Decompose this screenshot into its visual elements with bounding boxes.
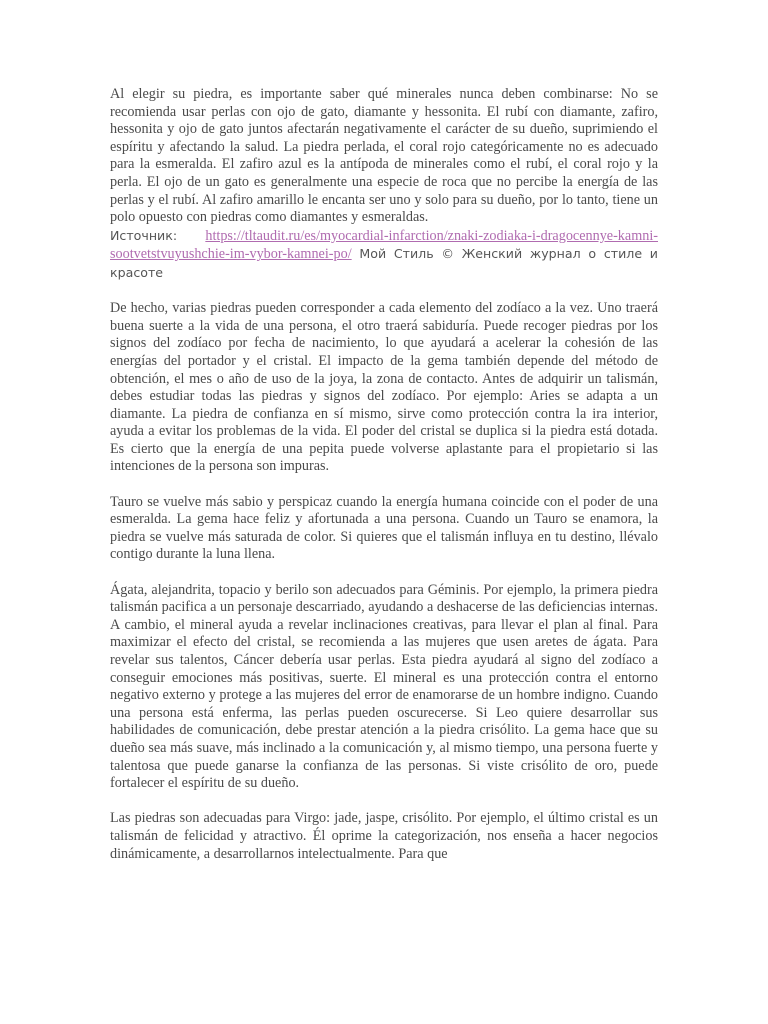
paragraph-stone-combinations: Al elegir su piedra, es importante saber qué minerales nunca deben combinarse: No se recomienda usar perlas con ojo de gato, diamante y hessonita. El rubí con diamante, zafiro, hessonita y ojo de gato juntos afectarán negativamente el carácter de su dueño, suprimiendo el espíritu y afectando la salud. La piedra perlada, el coral rojo categóricamente no es adecuado para la esmeralda. El zafiro azul es la antípoda de minerales como el rubí, el coral rojo y la perla. El ojo de un gato es generalmente una especie de roca que no percibe la energía de las perlas y el rubí. Al zafiro amarillo le encanta ser uno y solo para su dueño, por lo tanto, tiene un polo opuesto con piedras como diamantes y esmeraldas.	[110, 86, 658, 226]
source-label: Источник:	[110, 227, 206, 243]
source-attribution	[110, 227, 658, 283]
source-suffix: Мой Стиль © Женский журнал о стиле и красоте	[110, 246, 658, 280]
paragraph-gemini-cancer-leo: Ágata, alejandrita, topacio y berilo son adecuados para Géminis. Por ejemplo, la primera piedra talismán pacifica a un personaje descarriado, ayudando a deshacerse de las deficiencias internas. A cambio, el mineral ayuda a revelar inclinaciones creativas, para llevar el plan al final. Para maximizar el efecto del cristal, se recomienda a las mujeres que usen aretes de ágata. Para revelar sus talentos, Cáncer debería usar perlas. Esta piedra ayudará al signo del zodíaco a conseguir emociones más positivas, suerte. El mineral es una protección contra el entorno negativo externo y protege a las mujeres del error de enamorarse de un hombre indigno. Cuando una persona está enferma, las perlas pueden oscurecerse. Si Leo quiere desarrollar sus habilidades de comunicación, debe prestar atención a la piedra crisólito. La gema hace que su dueño sea más suave, más inclinado a la comunicación y, al mismo tiempo, una persona fuerte y talentosa que puede ganarse la confianza de las personas. Si viste crisólito de oro, puede fortalecer el espíritu de su dueño.	[110, 581, 658, 792]
paragraph-virgo: Las piedras son adecuadas para Virgo: jade, jaspe, crisólito. Por ejemplo, el último cristal es un talismán de felicidad y atractivo. Él oprime la categorización, nos enseña a hacer negocios dinámicamente, a desarrollarnos intelectualmente. Para que	[110, 810, 658, 862]
paragraph-taurus: Tauro se vuelve más sabio y perspicaz cuando la energía humana coincide con el poder de una esmeralda. La gema hace feliz y afortunada a una persona. Cuando un Tauro se enamora, la piedra se vuelve más saturada de color. Si quieres que el talismán influya en tu destino, llévalo contigo durante la luna llena.	[110, 493, 658, 563]
paragraph-zodiac-elements: De hecho, varias piedras pueden corresponder a cada elemento del zodíaco a la vez. Uno traerá buena suerte a la vida de una persona, el otro traerá sabiduría. Puede recoger piedras por los signos del zodíaco por fecha de nacimiento, lo que ayudará a acelerar la cohesión de las energías del portador y el cristal. El impacto de la gema también depende del método de obtención, el mes o año de uso de la joya, la zona de contacto. Antes de adquirir un talismán, debes estudiar todas las piedras y signos del zodíaco. Por ejemplo: Aries se adapta a un diamante. La piedra de confianza en sí mismo, sirve como protección contra la ira interior, ayuda a evitar los problemas de la vida. El poder del cristal se duplica si la piedra está dotada. Es cierto que la energía de una pepita puede volverse aplastante para el propietario si las intenciones de la persona son impuras.	[110, 300, 658, 475]
document-page	[110, 86, 658, 881]
source-link[interactable]: https://tltaudit.ru/es/myocardial-infarction/znaki-zodiaka-i-dragocennye-kamni-sootvetstvuyushchie-im-vybor-kamnei-po/	[110, 227, 658, 263]
